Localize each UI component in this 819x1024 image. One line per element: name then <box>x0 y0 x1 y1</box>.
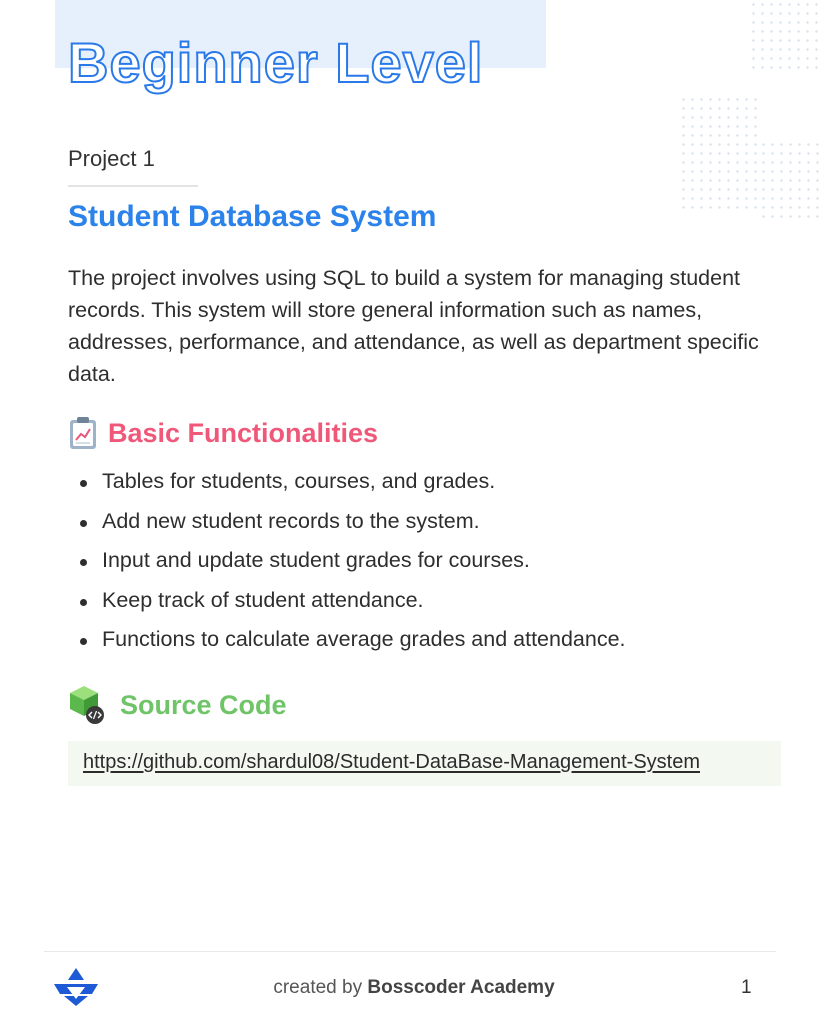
code-cube-icon <box>68 684 106 726</box>
list-item: Keep track of student attendance. <box>80 581 626 621</box>
project-number: Project 1 <box>68 146 155 171</box>
source-heading <box>68 684 287 726</box>
clipboard-chart-icon <box>68 416 98 450</box>
divider <box>68 185 198 187</box>
decorative-dots <box>759 140 819 220</box>
list-item: Functions to calculate average grades and attendance. <box>80 620 626 660</box>
functionalities-title: Basic Functionalities <box>108 417 379 448</box>
project-title: Student Database System <box>68 200 437 233</box>
source-link-box <box>68 741 781 786</box>
functionalities-heading <box>68 416 378 450</box>
list-item: Tables for students, courses, and grades. <box>80 462 626 502</box>
source-title: Source Code <box>120 689 287 720</box>
source-link[interactable]: https://github.com/shardul08/Student-DataBase-Management-System <box>83 751 700 773</box>
credit-prefix: created by <box>273 977 363 998</box>
footer-credit <box>0 977 819 999</box>
decorative-dots <box>749 0 819 70</box>
decorative-dots <box>679 95 759 215</box>
project-description: The project involves using SQL to build a system for managing student records. This system will store general information such as names, addresses, performance, and attendance, as well as department specific data. <box>68 266 759 386</box>
credit-brand: Bosscoder Academy <box>367 977 555 998</box>
page-number: 1 <box>741 977 752 998</box>
footer-divider <box>44 951 776 952</box>
list-item: Add new student records to the system. <box>80 502 626 542</box>
list-item: Input and update student grades for courses. <box>80 541 626 581</box>
level-title: Beginner Level <box>68 31 484 94</box>
functionalities-list <box>80 462 626 660</box>
